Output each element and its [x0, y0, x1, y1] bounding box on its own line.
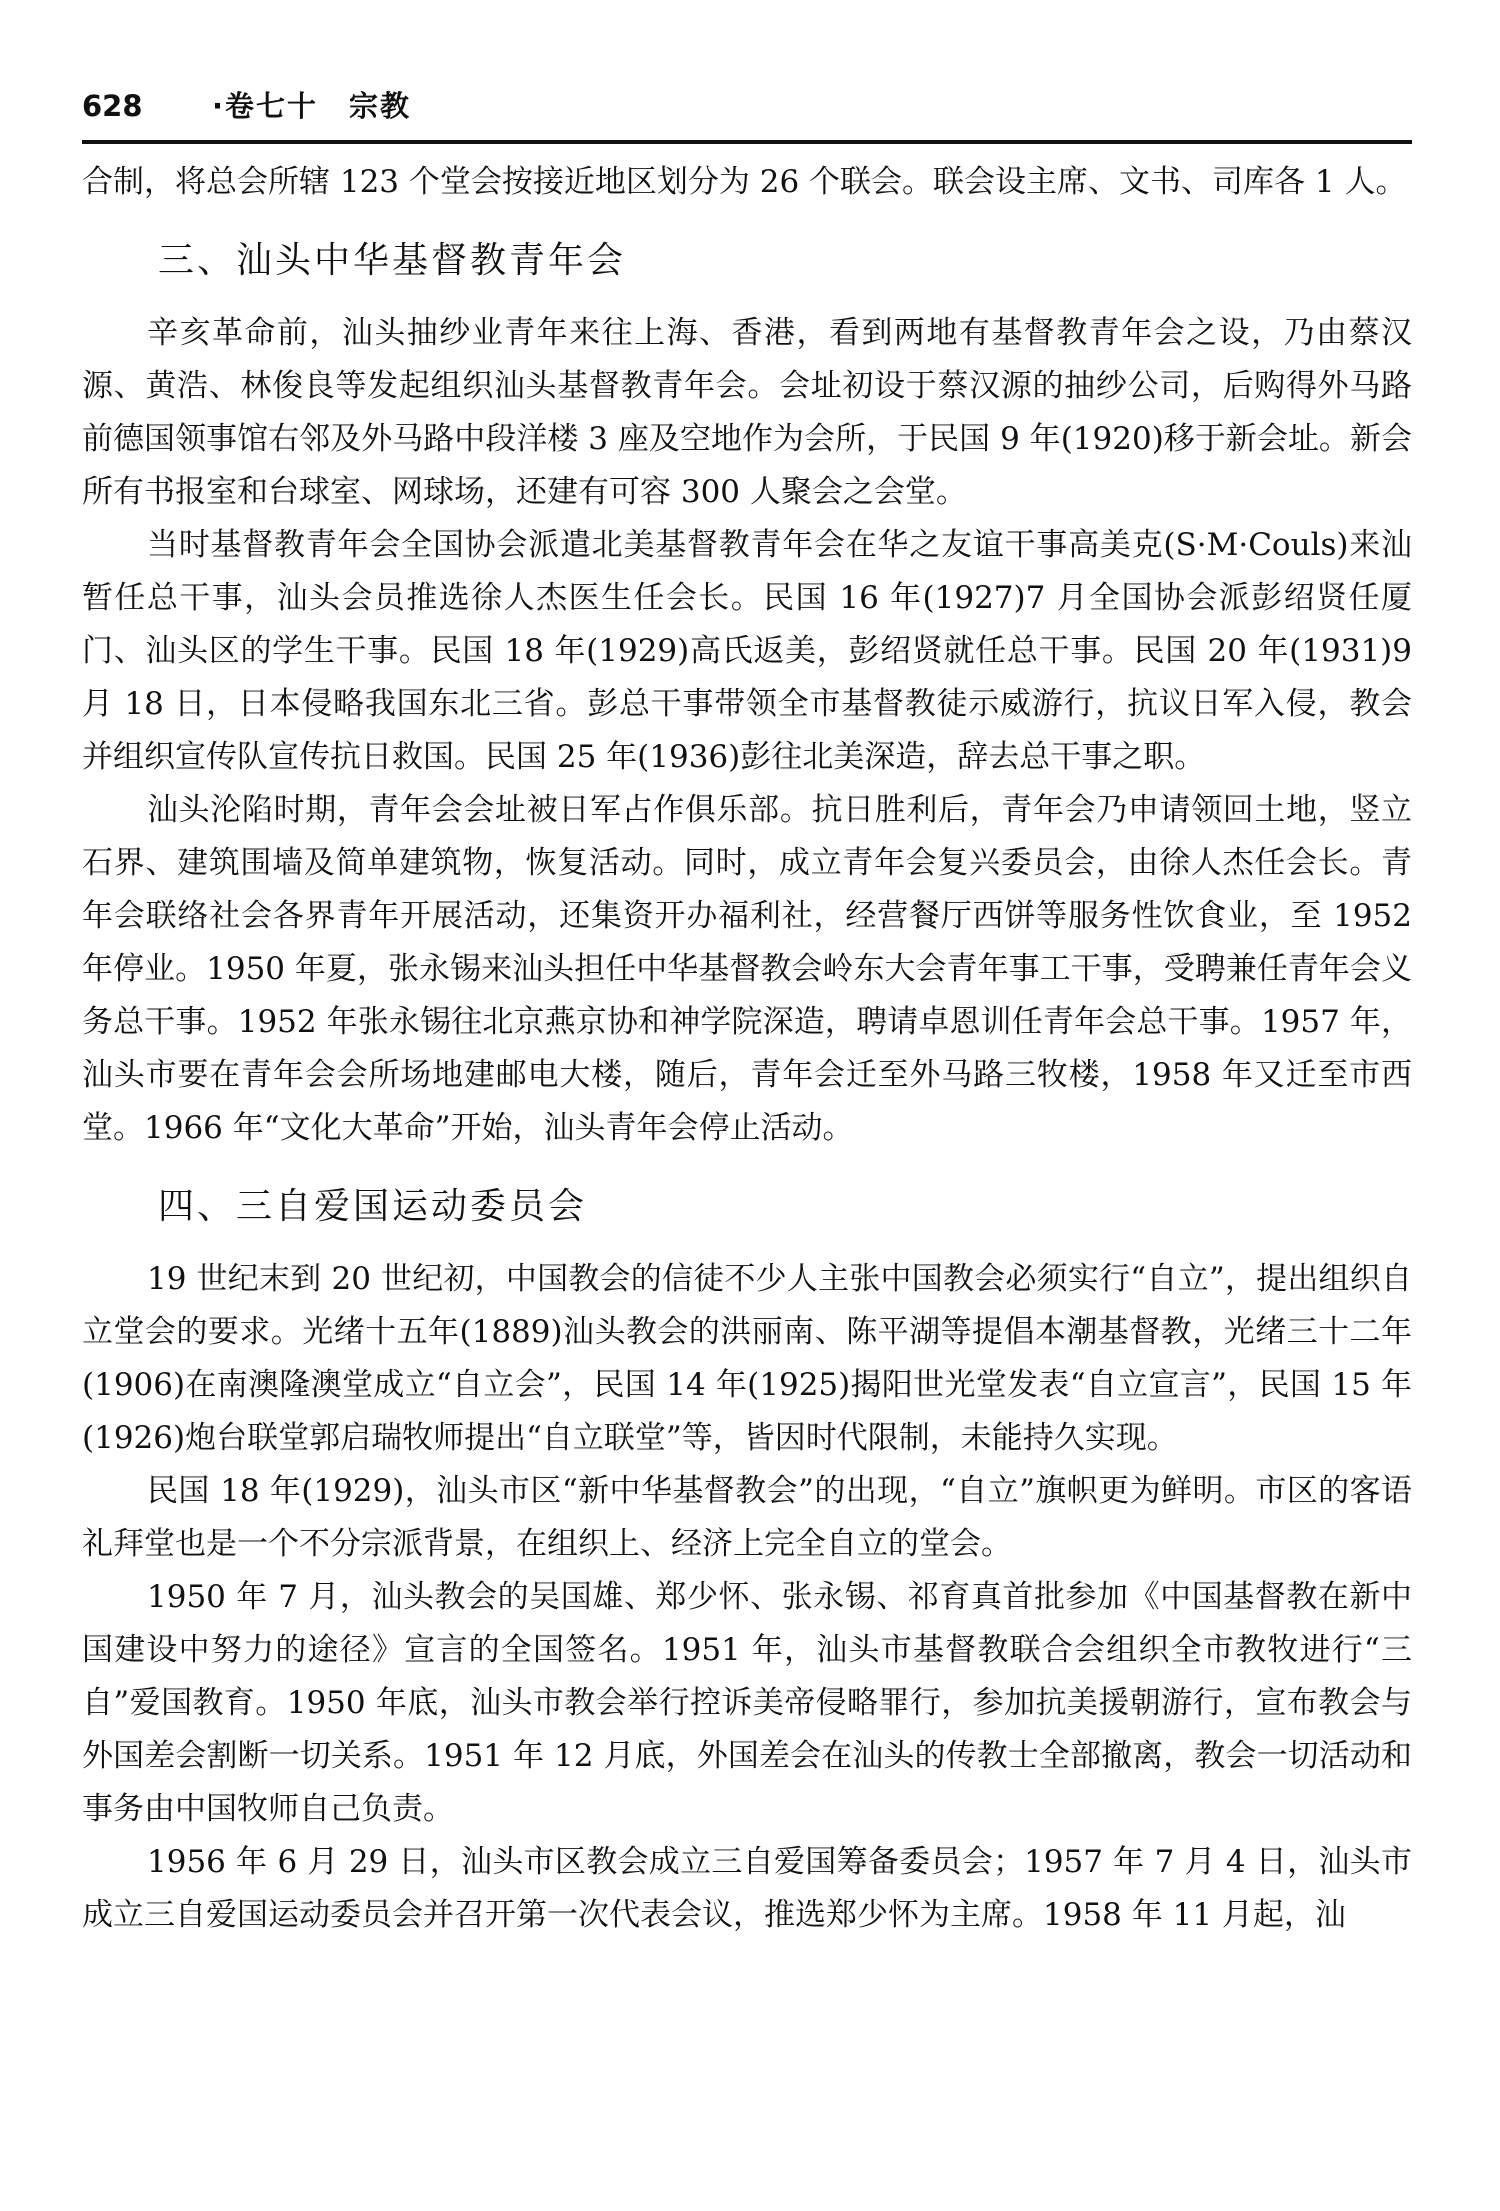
- page-number: 628: [82, 89, 143, 123]
- paragraph: 民国 18 年(1929)，汕头市区“新中华基督教会”的出现，“自立”旗帜更为鲜明。市区的客语礼拜堂也是一个不分宗派背景，在组织上、经济上完全自立的堂会。: [82, 1473, 1412, 1562]
- running-header: [82, 78, 1412, 134]
- paragraph: 1956 年 6 月 29 日，汕头市区教会成立三自爱国筹备委员会；1957 年 7 月 4 日，汕头市成立三自爱国运动委员会并召开第一次代表会议，推选郑少怀为主席。1958 年 11 月起，汕: [82, 1844, 1412, 1933]
- paragraph: 当时基督教青年会全国协会派遣北美基督教青年会在华之友谊干事高美克(S·M·Couls)来汕暂任总干事，汕头会员推选徐人杰医生任会长。民国 16 年(1927)7 月全国协会派彭绍贤任厦门、汕头区的学生干事。民国 18 年(1929)高氏返美，彭绍贤就任总干事。民国 20 年(1931)9 月 18 日，日本侵略我国东北三省。彭总干事带领全市基督教徒示威游行，抗议日军入侵，教会并组织宣传队宣传抗日救国。民国 25 年(1936)彭往北美深造，辞去总干事之职。: [82, 527, 1412, 775]
- paragraph: 辛亥革命前，汕头抽纱业青年来往上海、香港，看到两地有基督教青年会之设，乃由蔡汉源、黄浩、林俊良等发起组织汕头基督教青年会。会址初设于蔡汉源的抽纱公司，后购得外马路前德国领事馆右邻及外马路中段洋楼 3 座及空地作为会所，于民国 9 年(1920)移于新会址。新会所有书报室和台球室、网球场，还建有可容 300 人聚会之会堂。: [82, 315, 1412, 510]
- paragraph: 1950 年 7 月，汕头教会的吴国雄、郑少怀、张永锡、祁育真首批参加《中国基督教在新中国建设中努力的途径》宣言的全国签名。1951 年，汕头市基督教联合会组织全市教牧进行“三自”爱国教育。1950 年底，汕头市教会举行控诉美帝侵略罪行，参加抗美援朝游行，宣布教会与外国差会割断一切关系。1951 年 12 月底，外国差会在汕头的传教士全部撤离，教会一切活动和事务由中国牧师自己负责。: [82, 1579, 1412, 1827]
- section-heading: 四、三自爱国运动委员会: [158, 1186, 588, 1227]
- chapter-title: ·卷七十 宗教: [212, 89, 412, 123]
- paragraph: 汕头沦陷时期，青年会会址被日军占作俱乐部。抗日胜利后，青年会乃申请领回土地，竖立石界、建筑围墙及简单建筑物，恢复活动。同时，成立青年会复兴委员会，由徐人杰任会长。青年会联络社会各界青年开展活动，还集资开办福利社，经营餐厅西饼等服务性饮食业，至 1952 年停业。1950 年夏，张永锡来汕头担任中华基督教会岭东大会青年事工干事，受聘兼任青年会义务总干事。1952 年张永锡往北京燕京协和神学院深造，聘请卓恩训任青年会总干事。1957 年，汕头市要在青年会会所场地建邮电大楼，随后，青年会迁至外马路三牧楼，1958 年又迁至市西堂。1966 年“文化大革命”开始，汕头青年会停止活动。: [82, 792, 1412, 1146]
- header-rule: [82, 140, 1412, 144]
- paragraph: 合制，将总会所辖 123 个堂会按接近地区划分为 26 个联会。联会设主席、文书、司库各 1 人。: [82, 164, 1407, 200]
- section-heading: 三、汕头中华基督教青年会: [158, 240, 627, 281]
- paragraph: 19 世纪末到 20 世纪初，中国教会的信徒不少人主张中国教会必须实行“自立”，提出组织自立堂会的要求。光绪十五年(1889)汕头教会的洪丽南、陈平湖等提倡本潮基督教，光绪三十二年(1906)在南澳隆澳堂成立“自立会”，民国 14 年(1925)揭阳世光堂发表“自立宣言”，民国 15 年(1926)炮台联堂郭启瑞牧师提出“自立联堂”等，皆因时代限制，未能持久实现。: [82, 1261, 1412, 1456]
- document-page: [82, 78, 1412, 1942]
